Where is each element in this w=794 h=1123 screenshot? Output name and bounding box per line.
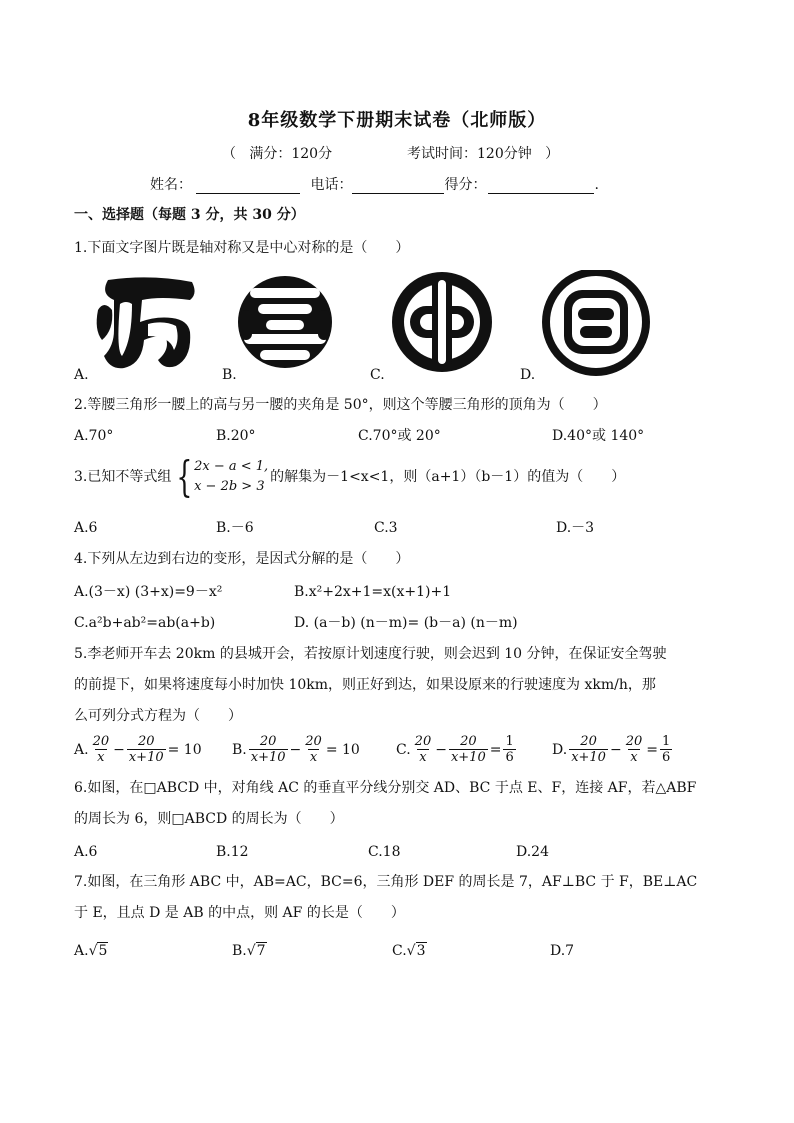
sqrt-icon: √5 (88, 943, 108, 959)
exam-title: 8年级数学下册期末试卷（北师版） (247, 110, 547, 131)
q3-suffix: 的解集为－1<x<1，则（a+1）（b－1）的值为（ ） (270, 469, 626, 485)
q2-option-a[interactable]: A.70° (74, 428, 114, 444)
q1-glyph-images (90, 270, 670, 376)
q1-option-d[interactable]: D. (520, 367, 536, 383)
q4-option-d[interactable]: D. (a－b) (n－m)= (b－a) (n－m) (294, 615, 518, 631)
q7-line1: 7.如图，在三角形 ABC 中，AB=AC，BC=6，三角形 DEF 的周长是 7，AF⊥BC 于 F，BE⊥AC (74, 874, 698, 890)
q2-option-c[interactable]: C.70°或 20° (358, 428, 441, 444)
fraction: $\frac{20}{x+10}$ (571, 734, 606, 765)
q7-line2: 于 E，且点 D 是 AB 的中点，则 AF 的长是（ ） (74, 905, 405, 921)
glyph-hui-icon (542, 270, 650, 376)
phone-label: 电话： (310, 177, 353, 193)
q3-stem (74, 452, 626, 501)
fraction: $\frac{20}{x+10}$ (128, 734, 164, 765)
q4-option-a[interactable]: A.(3－x) (3+x)=9－x² (74, 584, 223, 600)
q1-option-a[interactable]: A. (74, 367, 89, 383)
q5-option-a[interactable]: A. $\frac{20}{x}$ − $\frac{20}{x+10}$ = 10 (74, 734, 202, 765)
end-dot: . (594, 177, 599, 193)
q5-line3: 么可列分式方程为（ ） (74, 708, 242, 724)
glyph-zhong-icon (392, 272, 492, 372)
q6-line1: 6.如图，在□ABCD 中，对角线 AC 的垂直平分线分别交 AD、BC 于点 E、F，连接 AF，若△ABF (74, 780, 697, 796)
q3-system-line2: x − 2b > 3 (194, 479, 265, 494)
fraction: $\frac{20}{x+10}$ (450, 734, 486, 765)
q5-option-b[interactable]: B. $\frac{20}{x+10}$ − $\frac{20}{x}$ = 10 (232, 734, 360, 765)
q4-option-c[interactable]: C.a²b+ab²=ab(a+b) (74, 615, 216, 631)
q6-option-c[interactable]: C.18 (368, 844, 401, 860)
score-label: 得分： (444, 177, 487, 193)
fraction: $\frac{20}{x}$ (414, 734, 432, 765)
section-heading: 一、选择题（每题 3 分，共 30 分） (74, 207, 305, 223)
exam-info-line (222, 145, 559, 163)
q4-option-b[interactable]: B.x²+2x+1=x(x+1)+1 (294, 584, 452, 600)
q2-option-d[interactable]: D.40°或 140° (552, 428, 645, 444)
fraction: $\frac{1}{6}$ (661, 734, 671, 765)
q6-option-d[interactable]: D.24 (516, 844, 549, 860)
score-info: 满分：120分 (249, 146, 333, 162)
q2-stem: 2.等腰三角形一腰上的高与另一腰的夹角是 50°，则这个等腰三角形的顶角为（ ） (74, 397, 607, 413)
q7-option-a[interactable]: A.√5 (74, 943, 108, 959)
q5-line2: 的前提下，如果将速度每小时加快 10km，则正好到达，如果设原来的行驶速度为 xkm/h，那 (74, 677, 656, 693)
q3-system-line1: 2x − a < 1, (194, 459, 269, 474)
q2-option-b[interactable]: B.20° (216, 428, 256, 444)
q6-line2: 的周长为 6，则□ABCD 的周长为（ ） (74, 811, 344, 827)
fraction: $\frac{20}{x}$ (625, 734, 643, 765)
fraction: $\frac{20}{x+10}$ (250, 734, 286, 765)
time-info: 考试时间：120分钟 (407, 146, 532, 162)
fraction: $\frac{20}{x}$ (92, 734, 110, 765)
brace-icon: { (176, 452, 193, 501)
q3-option-a[interactable]: A.6 (74, 520, 98, 536)
q7-option-d[interactable]: D.7 (550, 943, 575, 959)
score-field[interactable] (488, 179, 594, 194)
q1-stem: 1.下面文字图片既是轴对称又是中心对称的是（ ） (74, 240, 410, 256)
name-field[interactable] (196, 179, 300, 194)
q7-option-c[interactable]: C.√3 (392, 943, 426, 959)
q1-option-b[interactable]: B. (222, 367, 237, 383)
glyph-xi-icon (238, 276, 332, 368)
q3-prefix: 3.已知不等式组 (74, 469, 172, 485)
fraction: $\frac{1}{6}$ (505, 734, 514, 765)
glyph-li-icon (97, 277, 195, 368)
q7-option-b[interactable]: B.√7 (232, 943, 266, 959)
q3-option-c[interactable]: C.3 (374, 520, 398, 536)
q3-option-d[interactable]: D.－3 (556, 520, 595, 536)
fraction: $\frac{20}{x}$ (305, 734, 322, 765)
q5-line1: 5.李老师开车去 20km 的县城开会，若按原计划速度行驶，则会迟到 10 分钟，在保证安全驾驶 (74, 646, 667, 662)
q4-stem: 4.下列从左边到右边的变形，是因式分解的是（ ） (74, 551, 410, 567)
student-info-line (150, 176, 599, 194)
q6-option-b[interactable]: B.12 (216, 844, 249, 860)
q6-option-a[interactable]: A.6 (74, 844, 98, 860)
q1-option-c[interactable]: C. (370, 367, 385, 383)
paren-open: （ (222, 146, 236, 162)
name-label: 姓名： (150, 177, 192, 193)
q5-option-d[interactable]: D. $\frac{20}{x+10}$ − $\frac{20}{x}$ = $\frac{1}{6}$ (552, 734, 671, 765)
q5-option-c[interactable]: C. $\frac{20}{x}$ − $\frac{20}{x+10}$ = $\frac{1}{6}$ (396, 734, 514, 765)
sqrt-icon: √7 (246, 943, 266, 959)
phone-field[interactable] (352, 179, 444, 194)
paren-close: ） (545, 146, 560, 162)
q3-option-b[interactable]: B.－6 (216, 520, 254, 536)
sqrt-icon: √3 (406, 943, 426, 959)
